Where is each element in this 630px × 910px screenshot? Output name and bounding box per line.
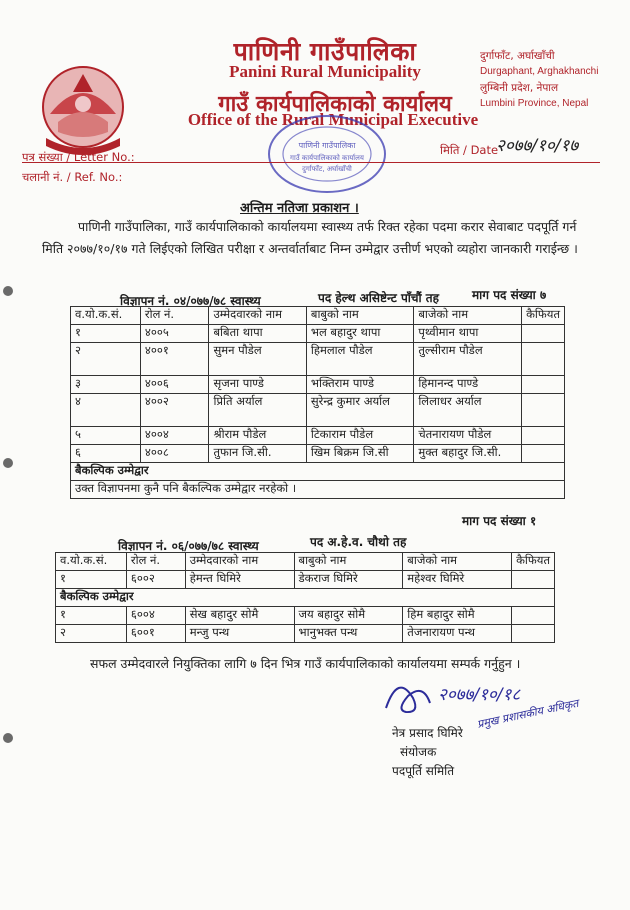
svg-text:गाउँ कार्यपालिकाको कार्यालय: गाउँ कार्यपालिकाको कार्यालय bbox=[290, 154, 364, 162]
cell: ४००१ bbox=[140, 343, 209, 376]
table-row bbox=[56, 625, 555, 643]
cell: ४ bbox=[71, 394, 141, 427]
table-header-row bbox=[71, 307, 565, 325]
cell: ३ bbox=[71, 376, 141, 394]
col-header: उम्मेदवारको नाम bbox=[185, 553, 294, 571]
cell: तेजनारायण पन्थ bbox=[403, 625, 512, 643]
cell bbox=[522, 325, 565, 343]
reference-number-label: चलानी नं. / Ref. No.: bbox=[22, 170, 123, 184]
cell: पृथ्वीमान थापा bbox=[414, 325, 522, 343]
cell: ४००५ bbox=[140, 325, 209, 343]
signer-name: नेत्र प्रसाद घिमिरे bbox=[392, 726, 463, 740]
cell: १ bbox=[71, 325, 141, 343]
date-value: २०७७/१०/१७ bbox=[496, 136, 579, 156]
col-header: व.यो.क.सं. bbox=[71, 307, 141, 325]
punch-hole bbox=[3, 733, 13, 743]
cell: मुक्त बहादुर जि.सी. bbox=[414, 445, 522, 463]
table-row bbox=[71, 376, 565, 394]
cell: प्रिति अर्याल bbox=[209, 394, 306, 427]
table-row bbox=[71, 325, 565, 343]
table-header-row bbox=[56, 553, 555, 571]
office-name-english: Office of the Rural Municipal Executive bbox=[187, 110, 479, 129]
table-row bbox=[71, 445, 565, 463]
address-line: लुम्बिनी प्रदेश, नेपाल bbox=[480, 82, 559, 94]
signer-block bbox=[392, 724, 463, 781]
punch-hole bbox=[3, 458, 13, 468]
ad2-results-table bbox=[55, 552, 555, 643]
cell: भक्तिराम पाण्डे bbox=[306, 376, 413, 394]
cell: हेमन्त घिमिरे bbox=[185, 571, 294, 589]
cell: खिम बिक्रम जि.सी bbox=[306, 445, 413, 463]
col-header: व.यो.क.सं. bbox=[56, 553, 127, 571]
footer-instruction: सफल उम्मेदवारले नियुक्तिका लागि ७ दिन भित्र गाउँ कार्यपालिकाको कार्यालयमा सम्पर्क गर्नुहुन । bbox=[90, 656, 521, 671]
cell: टिकाराम पौडेल bbox=[306, 427, 413, 445]
notice-title: अन्तिम नतिजा प्रकाशन । bbox=[240, 201, 359, 216]
notice-paragraph: पाणिनी गाउँपालिका, गाउँ कार्यपालिकाको कार्यालयमा स्वास्थ्य तर्फ रिक्त रहेका पदमा करार सेवाबाट पदपूर्ति गर्न मिति २०७७/१०/१७ गते लिईएको लिखित परीक्षा र अन्तर्वार्ताबाट निम्न उम्मेद्वार उत्तीर्ण भएको व्यहोरा जानकारी गराईन्छ । bbox=[42, 219, 578, 256]
cell: सुमन पौडेल bbox=[209, 343, 306, 376]
municipality-name-nepali: पाणिनी गाउँपालिका bbox=[233, 37, 417, 66]
cell: ४००८ bbox=[140, 445, 209, 463]
cell: बबिता थापा bbox=[209, 325, 306, 343]
nepal-emblem-logo bbox=[28, 52, 138, 162]
table-row bbox=[56, 589, 555, 607]
address-line: दुर्गाफाँट, अर्घाखाँची bbox=[480, 50, 555, 62]
cell: ४००४ bbox=[140, 427, 209, 445]
table-row bbox=[71, 394, 565, 427]
cell: सुरेन्द्र कुमार अर्याल bbox=[306, 394, 413, 427]
table-row bbox=[71, 343, 565, 376]
ad1-number: विज्ञापन नं. ०४/०७७/७८ स्वास्थ्य bbox=[120, 294, 261, 308]
col-header: बाबुको नाम bbox=[306, 307, 413, 325]
cell: तुफान जि.सी. bbox=[209, 445, 306, 463]
municipality-name-english: Panini Rural Municipality bbox=[229, 62, 421, 81]
col-header: बाजेको नाम bbox=[414, 307, 522, 325]
cell: हिमानन्द पाण्डे bbox=[414, 376, 522, 394]
cell bbox=[522, 394, 565, 427]
col-header: बाबुको नाम bbox=[294, 553, 403, 571]
col-header: रोल नं. bbox=[140, 307, 209, 325]
ad1-demand: माग पद संख्या ७ bbox=[472, 288, 547, 302]
alternate-candidates-note: उक्त विज्ञापनमा कुनै पनि बैकल्पिक उम्मेद्वार नरहेको । bbox=[71, 481, 565, 499]
cell bbox=[522, 376, 565, 394]
cell: ६ bbox=[71, 445, 141, 463]
cell: ४००२ bbox=[140, 394, 209, 427]
header-divider bbox=[22, 162, 600, 163]
signature-stamp-text: प्रमुख प्रशासकीय अधिकृत bbox=[475, 696, 580, 731]
table-row bbox=[56, 571, 555, 589]
cell: तुल्सीराम पौडेल bbox=[414, 343, 522, 376]
cell: मन्जु पन्थ bbox=[185, 625, 294, 643]
col-header: रोल नं. bbox=[126, 553, 185, 571]
col-header: कैफियत bbox=[522, 307, 565, 325]
cell: २ bbox=[56, 625, 127, 643]
svg-text:पाणिनी गाउँपालिका: पाणिनी गाउँपालिका bbox=[298, 141, 356, 150]
cell: भानुभक्त पन्थ bbox=[294, 625, 403, 643]
cell: ६००२ bbox=[126, 571, 185, 589]
table-row bbox=[71, 427, 565, 445]
office-seal-stamp bbox=[262, 108, 392, 200]
cell: श्रीराम पौडेल bbox=[209, 427, 306, 445]
table-row bbox=[56, 607, 555, 625]
cell bbox=[512, 571, 555, 589]
punch-hole bbox=[3, 286, 13, 296]
office-name-nepali: गाउँ कार्यपालिकाको कार्यालय bbox=[218, 92, 452, 117]
cell: ६००१ bbox=[126, 625, 185, 643]
committee-name: पदपूर्ति समिति bbox=[392, 764, 455, 778]
col-header: उम्मेदवारको नाम bbox=[209, 307, 306, 325]
cell: लिलाधर अर्याल bbox=[414, 394, 522, 427]
cell bbox=[522, 343, 565, 376]
cell: सृजना पाण्डे bbox=[209, 376, 306, 394]
table-row bbox=[71, 463, 565, 481]
address-block bbox=[480, 48, 630, 112]
ad1-results-table bbox=[70, 306, 565, 499]
cell bbox=[512, 625, 555, 643]
cell bbox=[522, 427, 565, 445]
cell: १ bbox=[56, 607, 127, 625]
address-line: Durgaphant, Arghakhanchi bbox=[480, 66, 599, 77]
ad2-demand: माग पद संख्या १ bbox=[462, 514, 537, 528]
cell: १ bbox=[56, 571, 127, 589]
cell: जय बहादुर सोमै bbox=[294, 607, 403, 625]
cell: हिम बहादुर सोमै bbox=[403, 607, 512, 625]
alternate-candidates-label: बैकल्पिक उम्मेद्वार bbox=[56, 589, 555, 607]
cell: ५ bbox=[71, 427, 141, 445]
ad1-post: पद हेल्थ असिष्टेन्ट पाँचौं तह bbox=[318, 291, 440, 305]
ad2-number: विज्ञापन नं. ०६/०७७/७८ स्वास्थ्य bbox=[118, 539, 259, 553]
cell: भल बहादुर थापा bbox=[306, 325, 413, 343]
address-line: Lumbini Province, Nepal bbox=[480, 98, 589, 109]
table-row bbox=[71, 481, 565, 499]
ad2-post: पद अ.हे.व. चौथो तह bbox=[310, 535, 407, 549]
cell: हिमलाल पौडेल bbox=[306, 343, 413, 376]
cell: ४००६ bbox=[140, 376, 209, 394]
letter-number-label: पत्र संख्या / Letter No.: bbox=[22, 150, 135, 164]
col-header: बाजेको नाम bbox=[403, 553, 512, 571]
cell: महेश्वर घिमिरे bbox=[403, 571, 512, 589]
alternate-candidates-label: बैकल्पिक उम्मेद्वार bbox=[71, 463, 565, 481]
cell bbox=[522, 445, 565, 463]
signer-role: संयोजक bbox=[400, 745, 437, 759]
signature-date: २०७७/१०/१८ bbox=[438, 685, 521, 705]
cell: ६००४ bbox=[126, 607, 185, 625]
cell: डेकराज घिमिरे bbox=[294, 571, 403, 589]
cell: २ bbox=[71, 343, 141, 376]
cell: सेख बहादुर सोमै bbox=[185, 607, 294, 625]
cell: चेतनारायण पौडेल bbox=[414, 427, 522, 445]
svg-text:दुर्गाफाँट, अर्घाखाँची: दुर्गाफाँट, अर्घाखाँची bbox=[302, 165, 352, 173]
col-header: कैफियत bbox=[512, 553, 555, 571]
date-label: मिति / Date bbox=[440, 143, 499, 157]
cell bbox=[512, 607, 555, 625]
